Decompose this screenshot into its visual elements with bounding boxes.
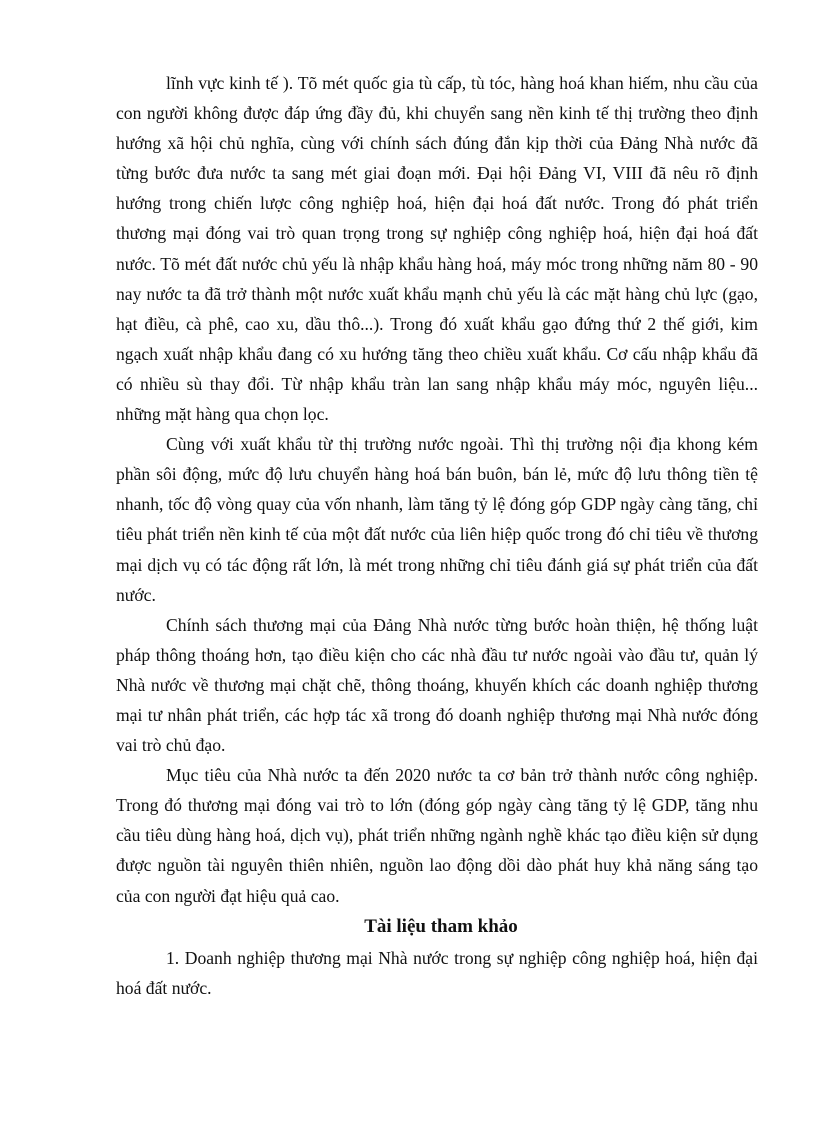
paragraph-3: Chính sách thương mại của Đảng Nhà nước từng bước hoàn thiện, hệ thống luật pháp thông thoáng hơn, tạo điều kiện cho các nhà đầu tư nước ngoài vào đầu tư, quản lý Nhà nước về thương mại chặt chẽ, thông thoáng, khuyến khích các doanh nghiệp thương mại tư nhân phát triển, các hợp tác xã trong đó doanh nghiệp thương mại Nhà nước đóng vai trò chủ đạo. [116, 614, 758, 756]
paragraph-4: Mục tiêu của Nhà nước ta đến 2020 nước ta cơ bản trở thành nước công nghiệp. Trong đó thương mại đóng vai trò to lớn (đóng góp ngày càng tăng tỷ lệ GDP, tăng nhu cầu tiêu dùng hàng hoá, dịch vụ), phát triển những ngành nghề khác tạo điều kiện sử dụng được nguồn tài nguyên thiên nhiên, nguồn lao động dồi dào phát huy khả năng sáng tạo của con người đạt hiệu quả cao. [116, 765, 758, 906]
reference-item-1: 1. Doanh nghiệp thương mại Nhà nước trong sự nghiệp công nghiệp hoá, hiện đại hoá đất nước. [116, 947, 758, 998]
document-body [116, 68, 758, 1003]
references-heading: Tài liệu tham khảo [364, 915, 518, 937]
paragraph-1: lĩnh vực kinh tế ). Tõ mét quốc gia tù cấp, tù tóc, hàng hoá khan hiếm, nhu cầu của con người không được đáp ứng đầy đủ, khi chuyển sang nền kinh tế thị trường theo định hướng xã hội chủ nghĩa, cùng với chính sách đúng đắn kịp thời của Đảng Nhà nước đã từng bước đưa nước ta sang mét giai đoạn mới. Đại hội Đảng VI, VIII đã nêu rõ định hướng trong chiến lược công nghiệp hoá, hiện đại hoá đất nước. Trong đó phát triển thương mại đóng vai trò quan trọng trong sự nghiệp công nghiệp hoá, hiện đại hoá đất nước. Tõ mét đất nước chủ yếu là nhập khẩu hàng hoá, máy móc trong những năm 80 - 90 nay nước ta đã trở thành một nước xuất khẩu mạnh chủ yếu là các mặt hàng chủ lực (gạo, hạt điều, cà phê, cao xu, dầu thô...). Trong đó xuất khẩu gạo đứng thứ 2 thế giới, kim ngạch xuất nhập khẩu đang có xu hướng tăng theo chiều xuất khẩu. Cơ cấu nhập khẩu đã có nhiều sù thay đổi. Từ nhập khẩu tràn lan sang nhập khẩu máy móc, nguyên liệu... những mặt hàng qua chọn lọc. [116, 73, 758, 425]
paragraph-2: Cùng với xuất khẩu từ thị trường nước ngoài. Thì thị trường nội địa khong kém phần sôi động, mức độ lưu chuyển hàng hoá bán buôn, bán lẻ, mức độ lưu thông tiền tệ nhanh, tốc độ vòng quay của vốn nhanh, làm tăng tỷ lệ đóng góp GDP ngày càng tăng, chỉ tiêu phát triển nền kinh tế của một đất nước của liên hiệp quốc trong đó chỉ tiêu về thương mại dịch vụ có tác động rất lớn, là mét trong những chỉ tiêu đánh giá sự phát triển của đất nước. [116, 434, 758, 605]
